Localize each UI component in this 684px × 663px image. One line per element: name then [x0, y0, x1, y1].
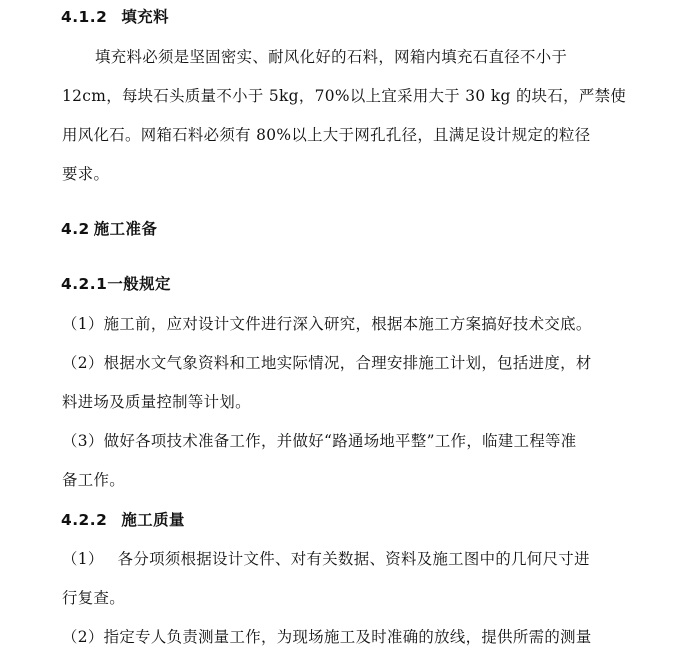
list-item-line: （2）根据水文气象资料和工地实际情况，合理安排施工计划，包括进度，材	[62, 354, 592, 372]
section-number: 4.2.2	[61, 511, 108, 529]
section-heading-4-2-2	[61, 510, 185, 530]
paragraph-line: 要求。	[62, 165, 110, 183]
list-item-line: （2）指定专人负责测量工作，为现场施工及时准确的放线，提供所需的测量	[62, 628, 592, 646]
section-heading-4-1-2	[61, 7, 169, 27]
section-title: 施工准备	[93, 220, 158, 238]
section-number: 4.2	[61, 220, 90, 238]
section-heading-4-2-1	[61, 274, 171, 294]
list-item-line: （3）做好各项技术准备工作，并做好“路通场地平整”工作，临建工程等准	[62, 432, 577, 450]
paragraph-line: 用风化石。网箱石料必须有 80%以上大于网孔孔径，且满足设计规定的粒径	[62, 126, 591, 144]
section-title: 施工质量	[121, 511, 185, 529]
list-item-line: 行复查。	[62, 589, 125, 607]
list-item-line: 料进场及质量控制等计划。	[62, 393, 251, 411]
section-number: 4.2.1	[61, 275, 108, 293]
list-item-line	[62, 549, 590, 569]
section-title: 一般规定	[107, 275, 171, 293]
section-heading-4-2	[61, 219, 157, 239]
paragraph-line: 填充料必须是坚固密实、耐风化好的石料，网箱内填充石直径不小于	[95, 48, 568, 66]
list-marker: （1）	[62, 550, 104, 568]
section-title: 填充料	[121, 8, 170, 26]
paragraph-line: 12cm，每块石头质量不小于 5kg，70%以上宜采用大于 30 kg 的块石，严禁使	[62, 87, 627, 105]
list-item-line: 备工作。	[62, 471, 125, 489]
list-item-line: （1）施工前，应对设计文件进行深入研究，根据本施工方案搞好技术交底。	[62, 315, 592, 333]
list-text: 各分项须根据设计文件、对有关数据、资料及施工图中的几何尺寸进	[117, 550, 590, 568]
section-number: 4.1.2	[61, 8, 108, 26]
